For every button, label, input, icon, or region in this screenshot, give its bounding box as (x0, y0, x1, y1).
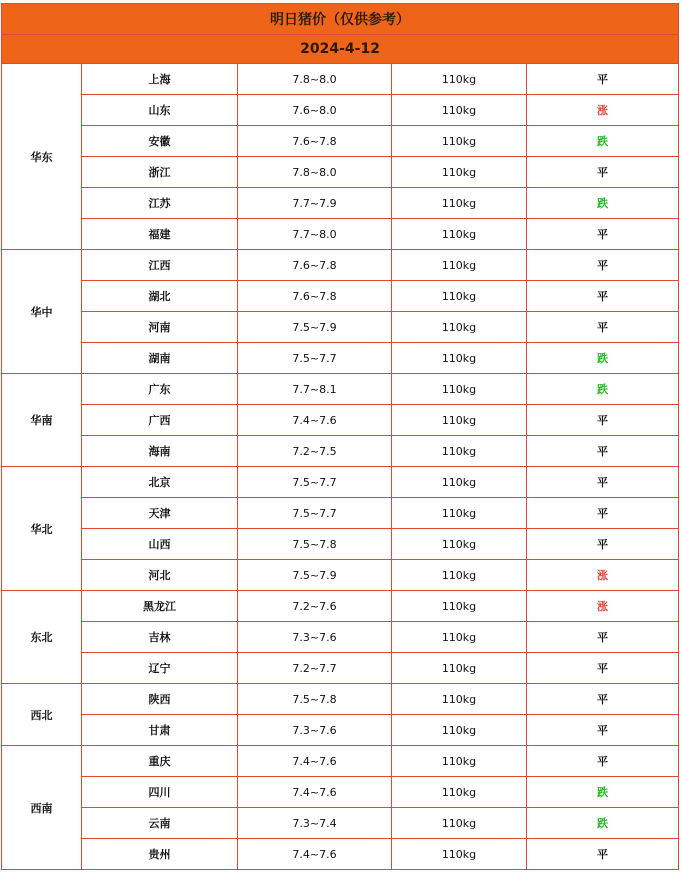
region-cell: 华南 (2, 374, 82, 467)
trend-cell: 跌 (527, 126, 679, 157)
trend-cell: 平 (527, 622, 679, 653)
price-range-cell: 7.5~7.7 (238, 467, 392, 498)
table-row (2, 126, 679, 157)
price-range-cell: 7.4~7.6 (238, 746, 392, 777)
province-cell: 云南 (82, 808, 238, 839)
weight-cell: 110kg (392, 343, 527, 374)
price-range-cell: 7.2~7.5 (238, 436, 392, 467)
region-cell: 西北 (2, 684, 82, 746)
table-row (2, 777, 679, 808)
weight-cell: 110kg (392, 95, 527, 126)
trend-cell: 涨 (527, 591, 679, 622)
region-cell: 东北 (2, 591, 82, 684)
weight-cell: 110kg (392, 498, 527, 529)
weight-cell: 110kg (392, 746, 527, 777)
trend-cell: 平 (527, 467, 679, 498)
trend-cell: 跌 (527, 374, 679, 405)
price-range-cell: 7.5~7.8 (238, 529, 392, 560)
table-date: 2024-4-12 (2, 35, 679, 64)
weight-cell: 110kg (392, 436, 527, 467)
province-cell: 上海 (82, 64, 238, 95)
weight-cell: 110kg (392, 653, 527, 684)
province-cell: 广西 (82, 405, 238, 436)
table-row (2, 188, 679, 219)
price-range-cell: 7.7~8.0 (238, 219, 392, 250)
price-range-cell: 7.3~7.6 (238, 715, 392, 746)
province-cell: 江西 (82, 250, 238, 281)
trend-cell: 平 (527, 839, 679, 870)
trend-cell: 平 (527, 684, 679, 715)
province-cell: 北京 (82, 467, 238, 498)
table-row (2, 250, 679, 281)
weight-cell: 110kg (392, 622, 527, 653)
province-cell: 天津 (82, 498, 238, 529)
province-cell: 江苏 (82, 188, 238, 219)
table-row (2, 808, 679, 839)
price-range-cell: 7.6~7.8 (238, 126, 392, 157)
table-row (2, 529, 679, 560)
region-cell: 华中 (2, 250, 82, 374)
table-row (2, 343, 679, 374)
table-body (2, 4, 679, 870)
trend-cell: 平 (527, 436, 679, 467)
table-row (2, 157, 679, 188)
weight-cell: 110kg (392, 684, 527, 715)
price-range-cell: 7.4~7.6 (238, 777, 392, 808)
province-cell: 四川 (82, 777, 238, 808)
weight-cell: 110kg (392, 839, 527, 870)
weight-cell: 110kg (392, 808, 527, 839)
weight-cell: 110kg (392, 374, 527, 405)
weight-cell: 110kg (392, 188, 527, 219)
price-range-cell: 7.5~7.9 (238, 560, 392, 591)
table-row (2, 839, 679, 870)
table-row (2, 715, 679, 746)
trend-cell: 平 (527, 157, 679, 188)
province-cell: 陕西 (82, 684, 238, 715)
province-cell: 甘肃 (82, 715, 238, 746)
weight-cell: 110kg (392, 405, 527, 436)
price-range-cell: 7.8~8.0 (238, 157, 392, 188)
region-cell: 华东 (2, 64, 82, 250)
province-cell: 河南 (82, 312, 238, 343)
table-row (2, 591, 679, 622)
weight-cell: 110kg (392, 64, 527, 95)
trend-cell: 平 (527, 219, 679, 250)
province-cell: 河北 (82, 560, 238, 591)
region-cell: 华北 (2, 467, 82, 591)
trend-cell: 平 (527, 281, 679, 312)
pig-price-table (1, 3, 679, 870)
trend-cell: 涨 (527, 560, 679, 591)
province-cell: 山东 (82, 95, 238, 126)
weight-cell: 110kg (392, 312, 527, 343)
price-range-cell: 7.5~7.9 (238, 312, 392, 343)
province-cell: 浙江 (82, 157, 238, 188)
table-row (2, 746, 679, 777)
price-range-cell: 7.6~8.0 (238, 95, 392, 126)
table-row (2, 95, 679, 126)
price-range-cell: 7.5~7.8 (238, 684, 392, 715)
table-row (2, 64, 679, 95)
province-cell: 湖北 (82, 281, 238, 312)
weight-cell: 110kg (392, 529, 527, 560)
region-cell: 西南 (2, 746, 82, 870)
weight-cell: 110kg (392, 715, 527, 746)
province-cell: 福建 (82, 219, 238, 250)
province-cell: 重庆 (82, 746, 238, 777)
trend-cell: 跌 (527, 777, 679, 808)
trend-cell: 跌 (527, 343, 679, 374)
table-row (2, 467, 679, 498)
trend-cell: 平 (527, 529, 679, 560)
province-cell: 广东 (82, 374, 238, 405)
weight-cell: 110kg (392, 219, 527, 250)
price-range-cell: 7.3~7.4 (238, 808, 392, 839)
table-row (2, 498, 679, 529)
province-cell: 安徽 (82, 126, 238, 157)
trend-cell: 跌 (527, 808, 679, 839)
price-range-cell: 7.5~7.7 (238, 343, 392, 374)
price-range-cell: 7.6~7.8 (238, 250, 392, 281)
trend-cell: 涨 (527, 95, 679, 126)
trend-cell: 平 (527, 250, 679, 281)
table-row (2, 622, 679, 653)
trend-cell: 平 (527, 312, 679, 343)
province-cell: 吉林 (82, 622, 238, 653)
table-row (2, 281, 679, 312)
trend-cell: 平 (527, 653, 679, 684)
price-range-cell: 7.4~7.6 (238, 839, 392, 870)
weight-cell: 110kg (392, 560, 527, 591)
weight-cell: 110kg (392, 591, 527, 622)
weight-cell: 110kg (392, 157, 527, 188)
table-row (2, 405, 679, 436)
trend-cell: 平 (527, 715, 679, 746)
table-row (2, 312, 679, 343)
province-cell: 湖南 (82, 343, 238, 374)
table-row (2, 653, 679, 684)
weight-cell: 110kg (392, 777, 527, 808)
price-range-cell: 7.8~8.0 (238, 64, 392, 95)
weight-cell: 110kg (392, 281, 527, 312)
weight-cell: 110kg (392, 126, 527, 157)
trend-cell: 平 (527, 498, 679, 529)
province-cell: 海南 (82, 436, 238, 467)
price-range-cell: 7.2~7.6 (238, 591, 392, 622)
weight-cell: 110kg (392, 467, 527, 498)
weight-cell: 110kg (392, 250, 527, 281)
table-row (2, 436, 679, 467)
trend-cell: 平 (527, 746, 679, 777)
table-title: 明日猪价（仅供参考） (2, 4, 679, 35)
price-range-cell: 7.2~7.7 (238, 653, 392, 684)
price-range-cell: 7.6~7.8 (238, 281, 392, 312)
table-row (2, 560, 679, 591)
price-range-cell: 7.7~7.9 (238, 188, 392, 219)
date-row (2, 35, 679, 64)
price-range-cell: 7.4~7.6 (238, 405, 392, 436)
price-range-cell: 7.5~7.7 (238, 498, 392, 529)
trend-cell: 跌 (527, 188, 679, 219)
price-range-cell: 7.7~8.1 (238, 374, 392, 405)
table-row (2, 684, 679, 715)
trend-cell: 平 (527, 405, 679, 436)
title-row (2, 4, 679, 35)
table-row (2, 374, 679, 405)
province-cell: 辽宁 (82, 653, 238, 684)
province-cell: 贵州 (82, 839, 238, 870)
price-range-cell: 7.3~7.6 (238, 622, 392, 653)
province-cell: 黑龙江 (82, 591, 238, 622)
table-row (2, 219, 679, 250)
trend-cell: 平 (527, 64, 679, 95)
province-cell: 山西 (82, 529, 238, 560)
